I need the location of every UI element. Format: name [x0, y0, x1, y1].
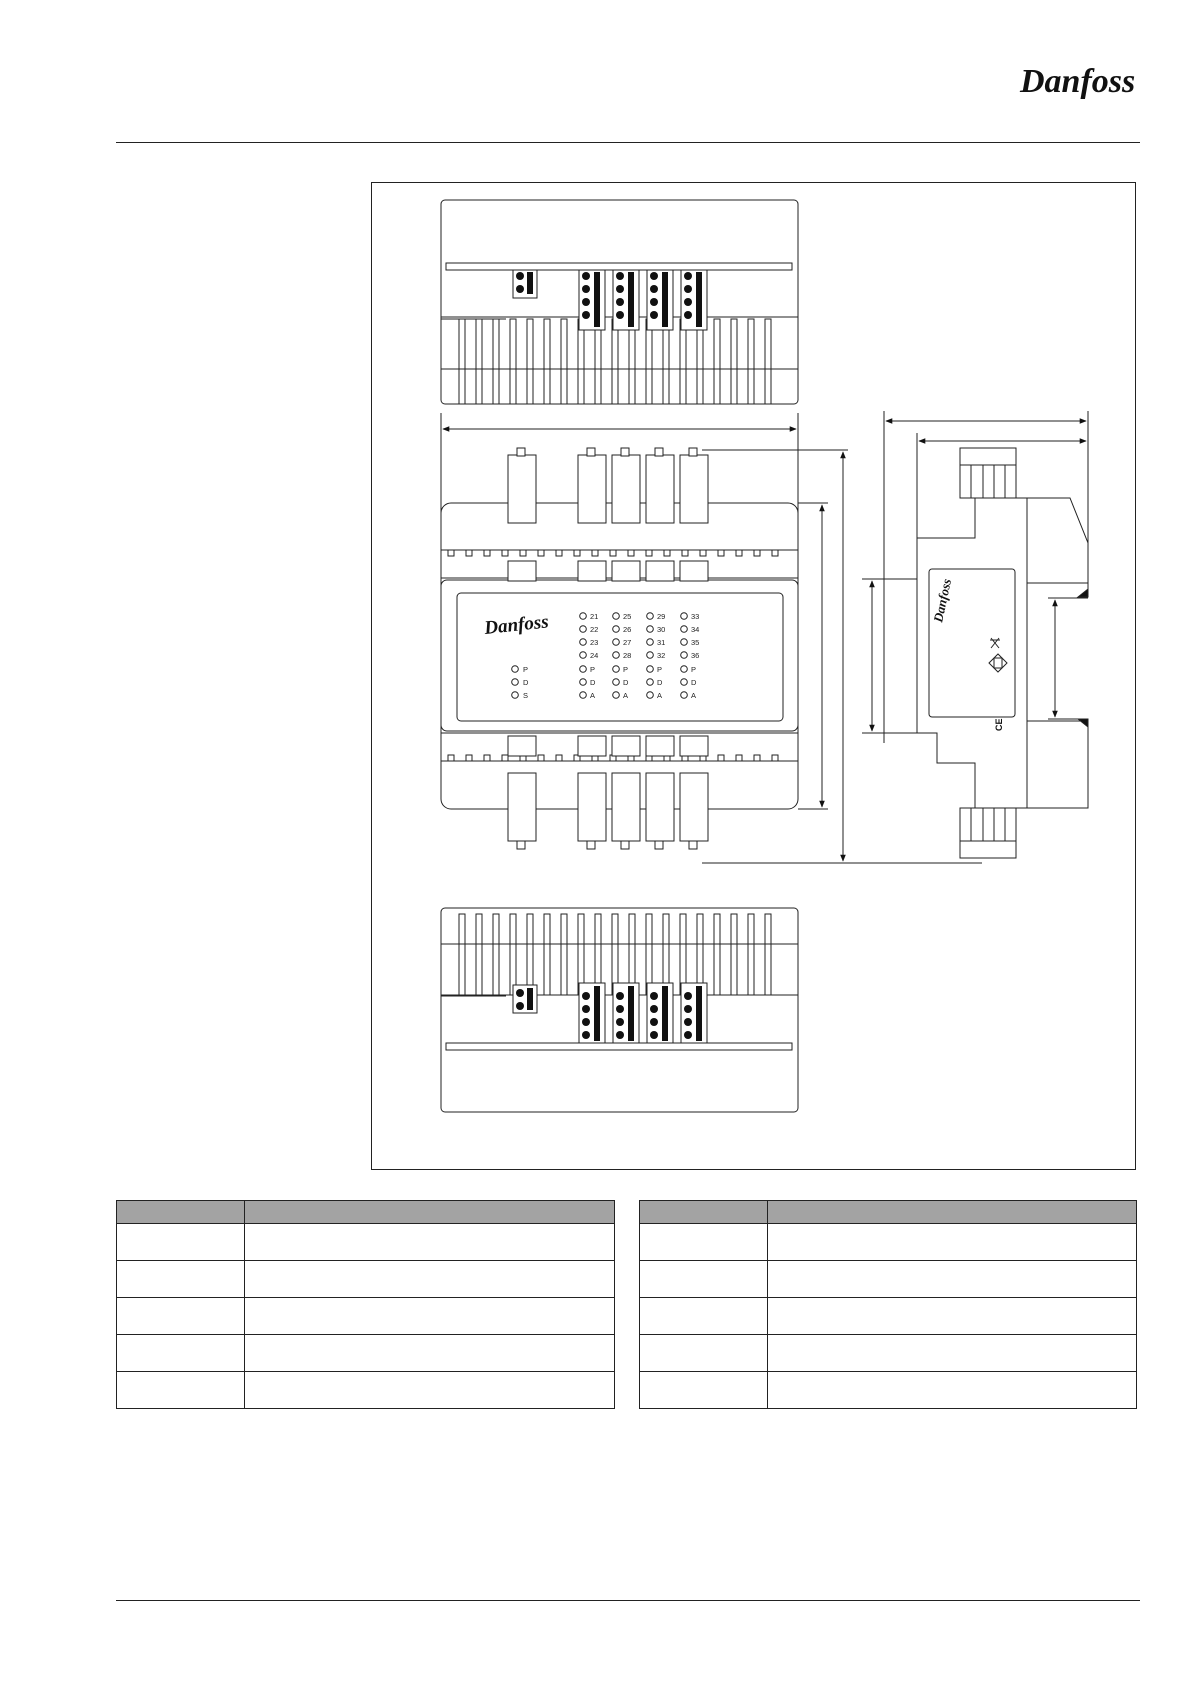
table-cell: [640, 1372, 768, 1409]
channel-led-33: 33: [691, 612, 700, 621]
table-header-cell: [768, 1201, 1137, 1224]
channel-led-31: 31: [657, 638, 666, 647]
channel-status-p: P: [691, 665, 697, 674]
table-row: [640, 1335, 1137, 1372]
channel-status-a: A: [691, 691, 697, 700]
table-cell: [117, 1298, 245, 1335]
channel-led-22: 22: [590, 625, 599, 634]
table-cell: [640, 1335, 768, 1372]
table-row: [640, 1261, 1137, 1298]
footer-rule: [116, 1600, 1140, 1601]
table-cell: [768, 1261, 1137, 1298]
front-logo: Danfoss: [483, 611, 550, 639]
table-cell: [245, 1261, 615, 1298]
side-view: [862, 411, 1088, 858]
channel-led-35: 35: [691, 638, 700, 647]
top-view: [441, 200, 798, 404]
bottom-view: [441, 908, 798, 1112]
status-leds: [512, 666, 519, 699]
status-led-d: D: [523, 678, 529, 687]
table-cell: [245, 1224, 615, 1261]
table-cell: [245, 1372, 615, 1409]
table-row: [640, 1298, 1137, 1335]
table-cell: [117, 1372, 245, 1409]
danfoss-logo-text: Danfoss: [1020, 63, 1136, 100]
table-cell: [245, 1335, 615, 1372]
bottom-terminals: [513, 983, 707, 1043]
dimensions-table-left: [116, 1200, 615, 1409]
table-cell: [768, 1335, 1137, 1372]
table-cell: [768, 1372, 1137, 1409]
channel-led-27: 27: [623, 638, 632, 647]
channel-status-d: D: [657, 678, 663, 687]
table-row: [117, 1224, 615, 1261]
channel-led-30: 30: [657, 625, 666, 634]
front-view: [441, 413, 982, 863]
table-header-row: [117, 1201, 615, 1224]
table-cell: [245, 1298, 615, 1335]
channel-led-25: 25: [623, 612, 632, 621]
table-header-row: [640, 1201, 1137, 1224]
status-led-s: S: [523, 691, 529, 700]
table-cell: [117, 1335, 245, 1372]
table-cell: [640, 1224, 768, 1261]
dimensions-table-right: [639, 1200, 1137, 1409]
table-row: [117, 1335, 615, 1372]
technical-drawing: [372, 183, 1137, 1171]
table-cell: [117, 1261, 245, 1298]
channel-led-23: 23: [590, 638, 599, 647]
channel-led-21: 21: [590, 612, 599, 621]
table-cell: [117, 1224, 245, 1261]
status-led-p: P: [523, 665, 529, 674]
channel-led-26: 26: [623, 625, 632, 634]
channel-status-d: D: [590, 678, 596, 687]
table-header-cell: [640, 1201, 768, 1224]
table-header-cell: [117, 1201, 245, 1224]
ce-mark: CE: [994, 718, 1004, 731]
channel-status-d: D: [623, 678, 629, 687]
table-cell: [768, 1298, 1137, 1335]
table-cell: [640, 1298, 768, 1335]
table-header-cell: [245, 1201, 615, 1224]
channel-led-24: 24: [590, 651, 599, 660]
channel-led-34: 34: [691, 625, 700, 634]
front-panel-labels: [482, 611, 699, 700]
lower-connectors: [508, 736, 708, 849]
figure-frame: [371, 182, 1136, 1170]
side-logo: Danfoss: [930, 577, 955, 624]
top-vent-slots: [459, 319, 771, 404]
danfoss-logo: [1016, 52, 1140, 104]
table-row: [117, 1298, 615, 1335]
table-row: [117, 1372, 615, 1409]
channel-led-29: 29: [657, 612, 666, 621]
table-cell: [640, 1261, 768, 1298]
channel-status-p: P: [657, 665, 663, 674]
table-cell: [768, 1224, 1137, 1261]
channel-status-a: A: [657, 691, 663, 700]
table-row: [117, 1261, 615, 1298]
channel-led-28: 28: [623, 651, 632, 660]
channel-status-a: A: [590, 691, 596, 700]
channel-led-36: 36: [691, 651, 700, 660]
channel-status-p: P: [623, 665, 629, 674]
channel-led-32: 32: [657, 651, 666, 660]
top-terminals: [513, 270, 707, 330]
channel-status-d: D: [691, 678, 697, 687]
table-row: [640, 1372, 1137, 1409]
channel-status-p: P: [590, 665, 596, 674]
channel-status-a: A: [623, 691, 629, 700]
header-rule: [116, 142, 1140, 143]
table-row: [640, 1224, 1137, 1261]
upper-connectors: [508, 448, 708, 581]
